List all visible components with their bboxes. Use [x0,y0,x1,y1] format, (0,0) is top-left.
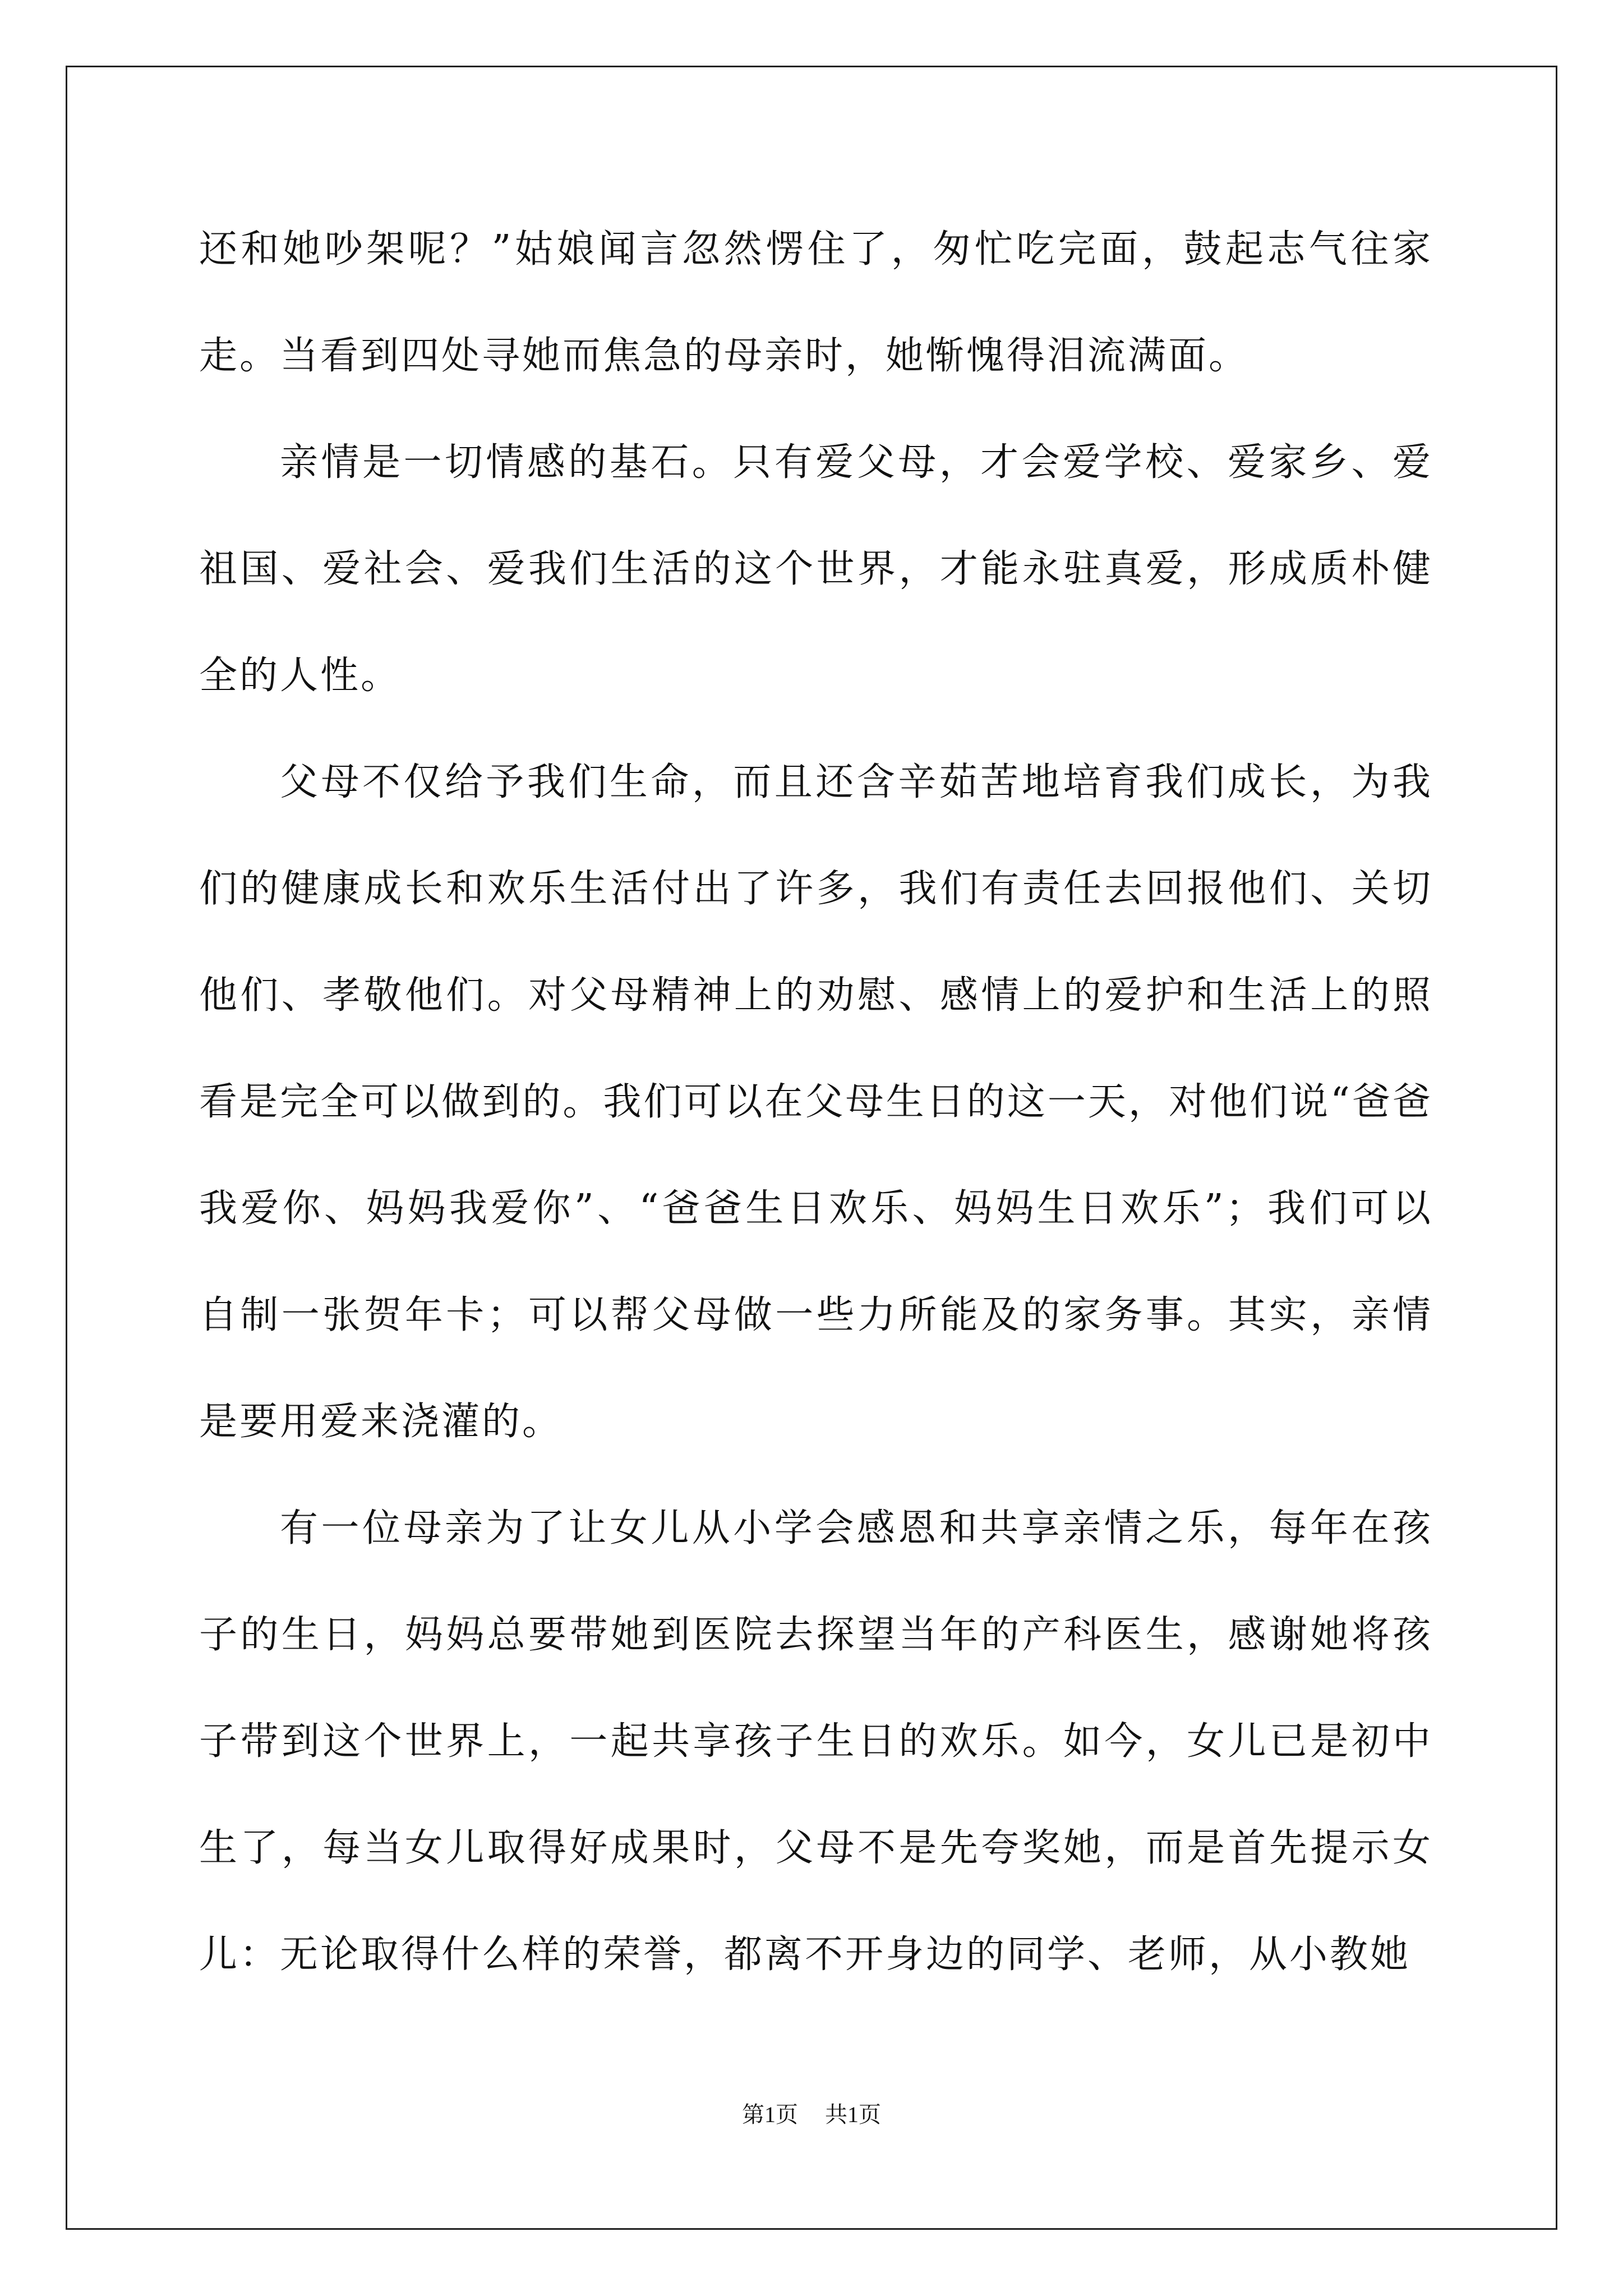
page-total: 共1页 [825,2102,881,2127]
paragraph-1: 还和她吵架呢？”姑娘闻言忽然愣住了，匆忙吃完面，鼓起志气往家走。当看到四处寻她而焦急的母亲时，她惭愧得泪流满面。 [199,227,1433,378]
page-number: 第1页 [742,2102,798,2127]
page-footer [0,2098,1623,2132]
document-body [199,196,1433,2008]
paragraph-2: 亲情是一切情感的基石。只有爱父母，才会爱学校、爱家乡、爱祖国、爱社会、爱我们生活的这个世界，才能永驻真爱，形成质朴健全的人性。 [199,440,1433,698]
paragraph-4: 有一位母亲为了让女儿从小学会感恩和共享亲情之乐，每年在孩子的生日，妈妈总要带她到医院去探望当年的产科医生，感谢她将孩子带到这个世界上，一起共享孩子生日的欢乐。如今，女儿已是初中生了，每当女儿取得好成果时，父母不是先夸奖她，而是首先提示女儿：无论取得什么样的荣誉，都离不开身边的同学、老师，从小教她 [199,1506,1433,1977]
paragraph-3: 父母不仅给予我们生命，而且还含辛茹苦地培育我们成长，为我们的健康成长和欢乐生活付出了许多，我们有责任去回报他们、关切他们、孝敬他们。对父母精神上的劝慰、感情上的爱护和生活上的照看是完全可以做到的。我们可以在父母生日的这一天，对他们说“爸爸我爱你、妈妈我爱你”、“爸爸生日欢乐、妈妈生日欢乐”；我们可以自制一张贺年卡；可以帮父母做一些力所能及的家务事。其实，亲情是要用爱来浇灌的。 [199,760,1433,1444]
